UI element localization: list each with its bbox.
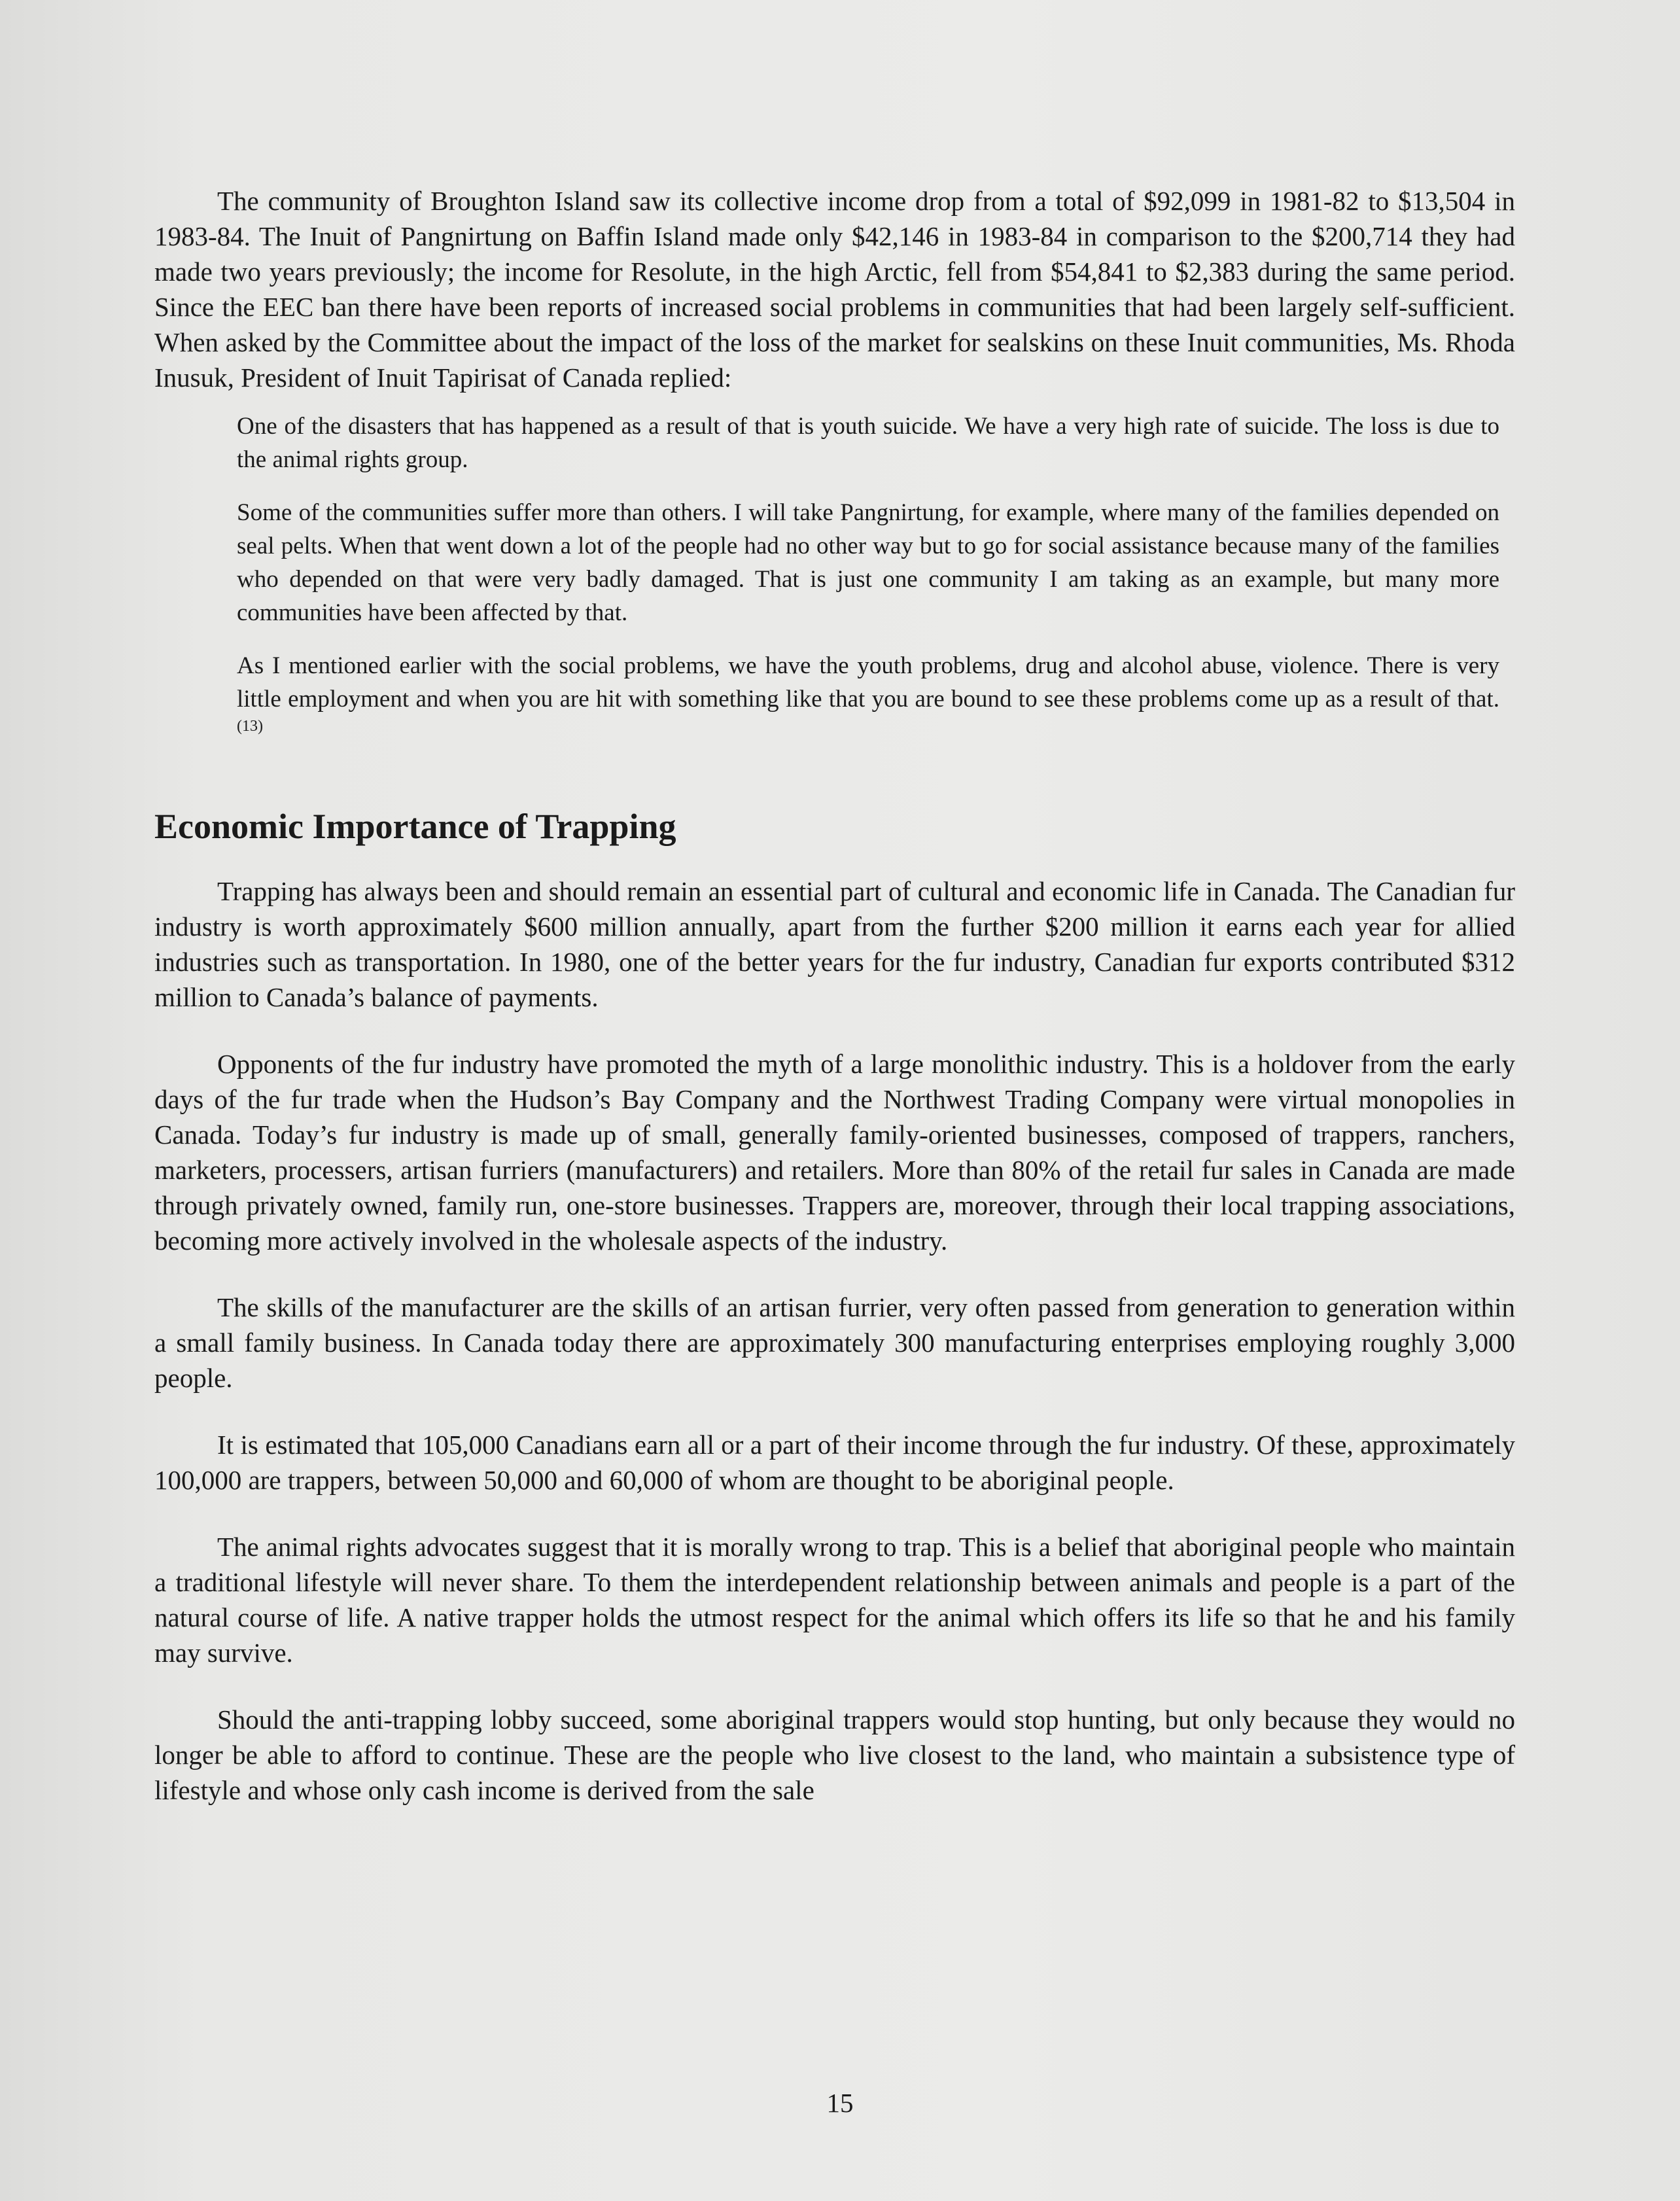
footnote-marker: (13) [237,718,263,735]
section-paragraph-2: Opponents of the fur industry have promoted the myth of a large monolithic industry. This is a holdover from the early days of the fur trade when the Hudson’s Bay Company and the Northwest Trading Company were virtual monopolies in Canada. Today’s fur industry is made up of small, generally family-oriented businesses, composed of trappers, ranchers, marketers, processers, artisan furriers (manufacturers) and retailers. More than 80% of the retail fur sales in Canada are made through privately owned, family run, one-store businesses. Trappers are, moreover, through their local trapping associations, becoming more actively involved in the wholesale aspects of the industry. [154,1049,1515,1256]
page-number: 15 [826,2088,854,2118]
quote-paragraph-3 [237,649,1499,749]
quote-paragraph-3-text: As I mentioned earlier with the social problems, we have the youth problems, drug and alcohol abuse, violence. There is very little employment and when you are hit with something like that you are bound to see these problems come up as a result of that. [237,652,1499,713]
page-content [154,183,1515,1839]
section-paragraph-6: Should the anti-trapping lobby succeed, some aboriginal trappers would stop hunting, but only because they would no longer be able to afford to continue. These are the people who live closest to the land, who maintain a subsistence type of lifestyle and whose only cash income is derived from the sale [154,1704,1515,1805]
quote-paragraph-2: Some of the communities suffer more than others. I will take Pangnirtung, for example, where many of the families depended on seal pelts. When that went down a lot of the people had no other way but to go for social assistance because many of the families who depended on that were very badly damaged. That is just one community I am taking as an example, but many more communities have been affected by that. [237,499,1499,626]
block-quote [237,410,1499,749]
section-heading: Economic Importance of Trapping [154,807,676,846]
section-paragraph-3: The skills of the manufacturer are the skills of an artisan furrier, very often passed from generation to generation within a small family business. In Canada today there are approximately 300 manufacturing enterprises employing roughly 3,000 people. [154,1292,1515,1393]
section-paragraph-1: Trapping has always been and should remain an essential part of cultural and economic life in Canada. The Canadian fur industry is worth approximately $600 million annually, apart from the further $200 million it earns each year for allied industries such as transportation. In 1980, one of the better years for the fur industry, Canadian fur exports contributed $312 million to Canada’s balance of payments. [154,876,1515,1012]
section-paragraph-4: It is estimated that 105,000 Canadians earn all or a part of their income through the fur industry. Of these, approximately 100,000 are trappers, between 50,000 and 60,000 of whom are thought to be aboriginal people. [154,1430,1515,1495]
section-paragraph-5: The animal rights advocates suggest that it is morally wrong to trap. This is a belief that aboriginal people who maintain a traditional lifestyle will never share. To them the interdependent relationship between animals and people is a part of the natural course of life. A native trapper holds the utmost respect for the animal which offers its life so that he and his family may survive. [154,1532,1515,1668]
quote-paragraph-1: One of the disasters that has happened as a result of that is youth suicide. We have a very high rate of suicide. The loss is due to the animal rights group. [237,413,1499,473]
intro-paragraph: The community of Broughton Island saw its collective income drop from a total of $92,099 in 1981-82 to $13,504 in 1983-84. The Inuit of Pangnirtung on Baffin Island made only $42,146 in 1983-84 in comparison to the $200,714 they had made two years previously; the income for Resolute, in the high Arctic, fell from $54,841 to $2,383 during the same period. Since the EEC ban there have been reports of increased social problems in communities that had been largely self-sufficient. When asked by the Committee about the impact of the loss of the market for sealskins on these Inuit communities, Ms. Rhoda Inusuk, President of Inuit Tapirisat of Canada replied: [154,186,1515,393]
